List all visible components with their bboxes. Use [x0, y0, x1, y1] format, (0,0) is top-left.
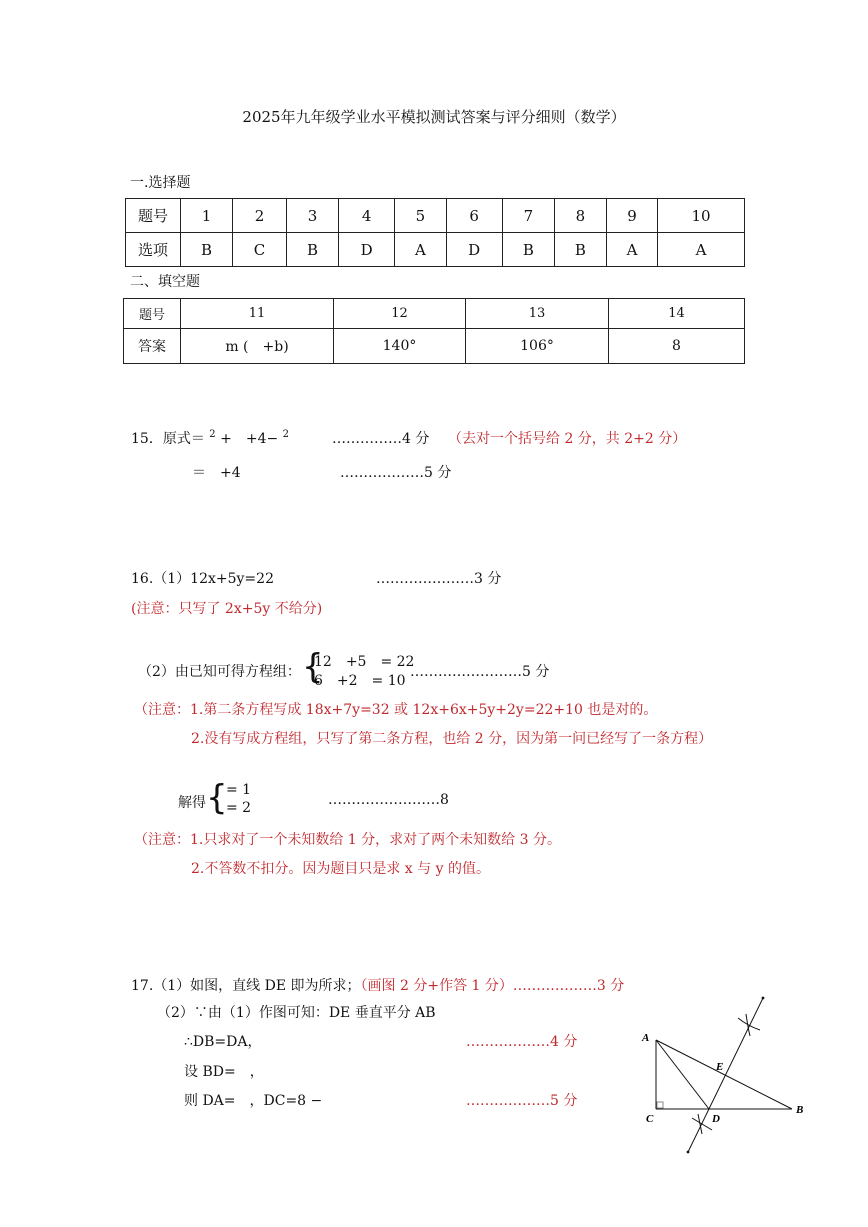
- answer-cell: A: [606, 233, 657, 267]
- q15-score-1: ……………4 分: [332, 431, 430, 447]
- vertex-label-c: C: [646, 1113, 654, 1125]
- vertex-label-d: D: [712, 1113, 720, 1125]
- q15-note: （去对一个括号给 2 分，共 2+2 分）: [448, 431, 687, 447]
- q15-line-1: [131, 428, 289, 448]
- arc-mark: [692, 1118, 712, 1130]
- brace-icon: {: [302, 647, 324, 687]
- q16-score-2: ……………………5 分: [410, 664, 550, 680]
- q16-score-3: ……………………8: [328, 792, 449, 808]
- fill-answer-table: [123, 298, 745, 364]
- q16-note-3a: （注意：1.只求对了一个未知数给 1 分，求对了两个未知数给 3 分。: [134, 832, 561, 848]
- answer-cell: 8: [609, 329, 745, 364]
- perpendicular-bisector-line: [688, 998, 763, 1152]
- q17-line-3: ∴DB=DA，: [184, 1034, 262, 1050]
- answer-cell: D: [339, 233, 395, 267]
- q17-score-4: ………………4 分: [466, 1034, 578, 1050]
- vertex-label-a: A: [642, 1032, 650, 1044]
- answer-cell: m ( +b): [181, 329, 334, 364]
- question-number: 2: [233, 199, 287, 233]
- table-row-label: 答案: [124, 329, 181, 364]
- q17-line-2: （2）∵由（1）作图可知：DE 垂直平分 AB: [157, 1005, 436, 1021]
- section-heading-choice: 一.选择题: [130, 175, 191, 191]
- vertex-label-b: B: [796, 1104, 804, 1116]
- answer-cell: D: [446, 233, 502, 267]
- question-number: 6: [446, 199, 502, 233]
- arc-mark: [738, 1018, 760, 1030]
- equation-1: 12 +5 = 22: [314, 654, 415, 670]
- answer-cell: A: [395, 233, 446, 267]
- question-number: 7: [502, 199, 554, 233]
- section-heading-fill: 二、填空题: [130, 274, 200, 290]
- table-row-label: 题号: [124, 299, 181, 329]
- q17-score-5: ………………5 分: [466, 1093, 578, 1109]
- q17-line-1: [131, 975, 624, 995]
- table-row-label: 选项: [126, 233, 181, 267]
- arrow-end-dot: [687, 1151, 690, 1154]
- q16-part1: 16.（1）12x+5y=22: [131, 571, 274, 587]
- solution-1: = 1: [226, 782, 252, 798]
- question-number: 4: [339, 199, 395, 233]
- superscript: 2: [282, 429, 290, 440]
- answer-cell: B: [286, 233, 338, 267]
- segment-ad: [656, 1040, 709, 1109]
- q16-note-2b: 2.没有写成方程组，只写了第二条方程，也给 2 分，因为第一问已经写了一条方程）: [191, 731, 713, 747]
- q15-line-2: ＝ +4: [192, 465, 241, 481]
- vertex-label-e: E: [716, 1061, 724, 1073]
- question-number: 12: [334, 299, 466, 329]
- answer-cell: B: [181, 233, 233, 267]
- superscript: 2: [209, 429, 216, 440]
- question-number: 8: [554, 199, 606, 233]
- q16-score-1: …………………3 分: [376, 571, 502, 587]
- page-title: 2025年九年级学业水平模拟测试答案与评分细则（数学）: [242, 108, 626, 126]
- equation-2: 6 +2 = 10: [314, 673, 406, 689]
- answer-cell: B: [502, 233, 554, 267]
- q17-note: （画图 2 分+作答 1 分）………………3 分: [360, 978, 625, 994]
- q15-prefix: 15．原式＝: [131, 431, 205, 447]
- brace-icon: {: [206, 778, 228, 818]
- question-number: 9: [606, 199, 657, 233]
- geometry-figure: [630, 990, 810, 1160]
- question-number: 14: [609, 299, 745, 329]
- table-row-label: 题号: [126, 199, 181, 233]
- solution-2: = 2: [226, 800, 252, 816]
- question-number: 10: [658, 199, 745, 233]
- q15-expression: + +4−: [220, 431, 279, 447]
- right-angle-mark: [657, 1102, 663, 1108]
- choice-answer-table: [125, 198, 745, 267]
- q16-solve-prefix: 解得: [178, 795, 206, 811]
- q17-line-5: 则 DA= ，DC=8 −: [184, 1093, 323, 1109]
- answer-cell: 106°: [466, 329, 609, 364]
- question-number: 1: [181, 199, 233, 233]
- question-number: 5: [395, 199, 446, 233]
- q17-prefix: 17.（1）如图，直线 DE 即为所求；: [131, 978, 361, 994]
- q15-score-2: ………………5 分: [340, 465, 452, 481]
- answer-cell: C: [233, 233, 287, 267]
- question-number: 11: [181, 299, 334, 329]
- q17-line-4: 设 BD= ，: [184, 1064, 264, 1080]
- q16-note-2a: （注意：1.第二条方程写成 18x+7y=32 或 12x+6x+5y+2y=22+10 也是对的。: [134, 702, 658, 718]
- q16-note-3b: 2.不答数不扣分。因为题目只是求 x 与 y 的值。: [191, 861, 490, 877]
- question-number: 13: [466, 299, 609, 329]
- q16-part2-prefix: （2）由已知可得方程组：: [138, 664, 301, 680]
- q16-note-1: (注意：只写了 2x+5y 不给分): [131, 601, 323, 617]
- answer-cell: 140°: [334, 329, 466, 364]
- answer-cell: B: [554, 233, 606, 267]
- question-number: 3: [286, 199, 338, 233]
- arrow-end-dot: [762, 997, 765, 1000]
- segment-ab: [656, 1040, 792, 1109]
- answer-cell: A: [658, 233, 745, 267]
